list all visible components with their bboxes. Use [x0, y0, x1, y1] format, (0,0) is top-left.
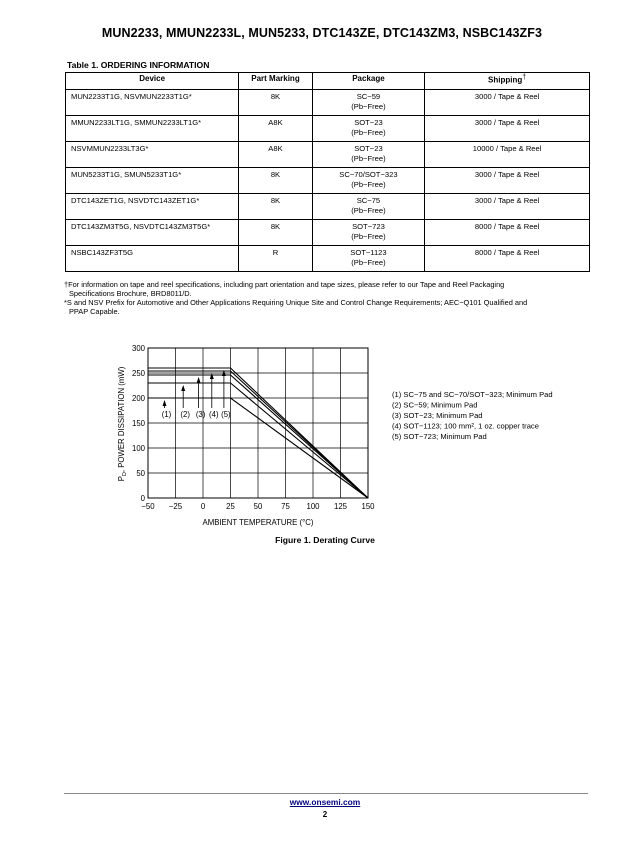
legend-entry: (4) SOT−1123; 100 mm², 1 oz. copper trace [392, 421, 539, 431]
x-tick-label: 25 [226, 502, 235, 511]
package-leadfree: (Pb−Free) [351, 128, 386, 137]
y-tick-label: 100 [131, 444, 145, 453]
annotation-arrowhead [163, 400, 167, 406]
header-part-marking: Part Marking [239, 73, 312, 90]
package-leadfree: (Pb−Free) [351, 206, 386, 215]
x-tick-label: 50 [253, 502, 263, 511]
cell-device: MUN2233T1G, NSVMUN2233T1G* [66, 90, 239, 116]
header-device: Device [66, 73, 239, 90]
cell-device: NSBC143ZF3T5G [66, 246, 239, 272]
y-tick-label: 150 [131, 419, 145, 428]
footnote-star-line1: *S and NSV Prefix for Automotive and Other Applications Requiring Unique Site and Control Change Requirements; AEC−Q101 Qualified and [64, 298, 528, 307]
x-tick-label: −25 [168, 502, 183, 511]
cell-part-marking: R [239, 246, 312, 272]
package-leadfree: (Pb−Free) [351, 232, 386, 241]
x-tick-label: −50 [141, 502, 155, 511]
y-tick-label: 300 [131, 344, 145, 353]
annotation-label: (1) [161, 410, 172, 419]
annotation-label: (2) [180, 410, 190, 419]
y-tick-label: 0 [140, 494, 145, 503]
x-tick-label: 125 [333, 502, 348, 511]
x-tick-label: 0 [200, 502, 206, 511]
package-name: SOT−23 [354, 144, 383, 153]
cell-device: MMUN2233LT1G, SMMUN2233LT1G* [66, 116, 239, 142]
dagger-mark: † [522, 74, 527, 81]
table-title: Table 1. ORDERING INFORMATION [67, 60, 210, 70]
package-name: SC−59 [356, 92, 381, 101]
package-name: SC−70/SOT−323 [339, 170, 398, 179]
legend-entry: (3) SOT−23; Minimum Pad [392, 411, 483, 420]
cell-shipping: 10000 / Tape & Reel [425, 142, 590, 168]
y-axis-symbol: P [117, 476, 126, 482]
package-name: SOT−723 [352, 222, 385, 231]
y-axis-text: , POWER DISSIPATION (mW) [117, 366, 126, 473]
cell-part-marking: 8K [239, 220, 312, 246]
x-tick-label: 150 [361, 502, 375, 511]
legend-entry: (5) SOT−723; Minimum Pad [392, 432, 487, 441]
cell-part-marking: 8K [239, 194, 312, 220]
y-tick-label: 200 [131, 394, 145, 403]
cell-shipping: 3000 / Tape & Reel [425, 90, 590, 116]
figure-caption: Figure 1. Derating Curve [275, 535, 375, 545]
package-leadfree: (Pb−Free) [351, 154, 386, 163]
cell-device: MUN5233T1G, SMUN5233T1G* [66, 168, 239, 194]
annotation-label: (5) [221, 410, 231, 419]
y-tick-label: 250 [131, 369, 145, 378]
cell-device: DTC143ZM3T5G, NSVDTC143ZM3T5G* [66, 220, 239, 246]
y-tick-label: 50 [136, 469, 145, 478]
page-title: MUN2233, MMUN2233L, MUN5233, DTC143ZE, DTC143ZM3, NSBC143ZF3 [101, 26, 543, 40]
cell-shipping: 3000 / Tape & Reel [425, 168, 590, 194]
cell-shipping: 3000 / Tape & Reel [425, 194, 590, 220]
x-axis-title: AMBIENT TEMPERATURE (°C) [202, 518, 314, 527]
page-number: 2 [322, 810, 328, 819]
cell-part-marking: A8K [239, 142, 312, 168]
cell-shipping: 8000 / Tape & Reel [425, 220, 590, 246]
footer-link[interactable]: www.onsemi.com [289, 797, 361, 807]
package-leadfree: (Pb−Free) [351, 102, 386, 111]
package-name: SOT−1123 [350, 248, 387, 257]
package-name: SC−75 [356, 196, 381, 205]
annotation-arrowhead [181, 385, 185, 391]
y-axis-subscript: D [122, 472, 128, 477]
cell-shipping: 8000 / Tape & Reel [425, 246, 590, 272]
annotation-arrowhead [197, 377, 201, 383]
y-axis-title [117, 366, 128, 481]
annotation-arrowhead [210, 373, 214, 379]
footnote-dagger-line2: Specifications Brochure, BRD8011/D. [69, 289, 192, 298]
footnote-star-line2: PPAP Capable. [69, 307, 120, 316]
cell-device: NSVMMUN2233LT3G* [66, 142, 239, 168]
cell-device: DTC143ZET1G, NSVDTC143ZET1G* [66, 194, 239, 220]
header-shipping-label: Shipping [488, 75, 523, 85]
package-leadfree: (Pb−Free) [351, 258, 386, 267]
cell-part-marking: A8K [239, 116, 312, 142]
cell-shipping: 3000 / Tape & Reel [425, 116, 590, 142]
cell-part-marking: 8K [239, 168, 312, 194]
footnote-dagger-line1: †For information on tape and reel specifications, including part orientation and tape sizes, please refer to our Tape and Reel Packaging [64, 280, 505, 289]
annotation-label: (3) [195, 410, 206, 419]
package-name: SOT−23 [354, 118, 383, 127]
legend-entry: (1) SC−75 and SC−70/SOT−323; Minimum Pad [392, 390, 553, 399]
x-tick-label: 100 [306, 502, 320, 511]
cell-part-marking: 8K [239, 90, 312, 116]
annotation-label: (4) [209, 410, 219, 419]
x-tick-label: 75 [281, 502, 290, 511]
header-package: Package [312, 73, 425, 90]
legend-entry: (2) SC−59; Minimum Pad [392, 400, 478, 410]
package-leadfree: (Pb−Free) [351, 180, 386, 189]
footer-divider [64, 793, 588, 794]
